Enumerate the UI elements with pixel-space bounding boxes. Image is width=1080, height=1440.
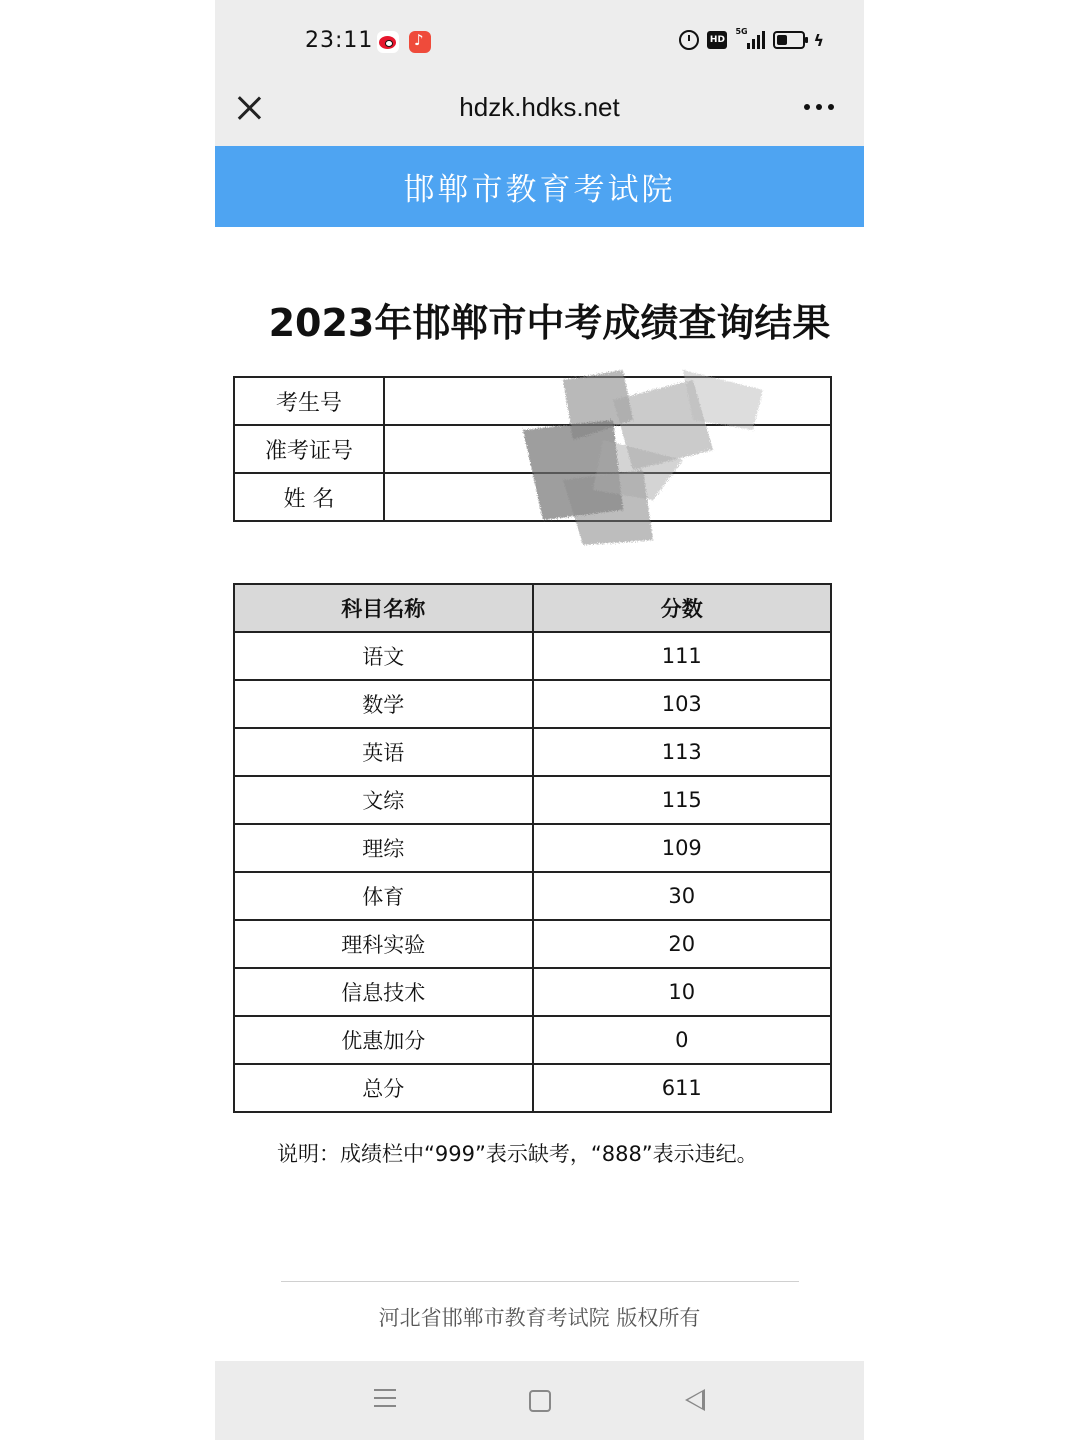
system-nav-bar [215,1361,864,1440]
subject-cell: 数学 [234,680,533,728]
score-cell: 115 [533,776,832,824]
page-title: 2023年邯郸市中考成绩查询结果 [268,301,831,345]
table-row [234,680,831,728]
subject-cell: 总分 [234,1064,533,1112]
home-icon[interactable] [529,1390,551,1412]
url-text[interactable]: hdzk.hdks.net [459,92,620,122]
scores-header-row [234,584,831,632]
table-row [234,824,831,872]
subject-cell: 英语 [234,728,533,776]
table-row [234,968,831,1016]
subject-cell: 优惠加分 [234,1016,533,1064]
info-row-name [234,473,831,521]
explanation-note: 说明：成绩栏中“999”表示缺考，“888”表示违纪。 [277,1142,758,1166]
status-icons [679,27,824,50]
battery-icon [773,31,805,49]
more-options-icon[interactable] [804,104,834,110]
footer-divider [281,1281,799,1282]
info-value [384,377,831,425]
copyright-footer: 河北省邯郸市教育考试院 版权所有 [378,1306,701,1330]
subject-cell: 语文 [234,632,533,680]
status-bar [215,0,864,80]
table-row [234,776,831,824]
scores-table [233,583,832,1113]
info-row-candidate-number [234,377,831,425]
score-cell: 20 [533,920,832,968]
score-cell: 109 [533,824,832,872]
site-header: 邯郸市教育考试院 [215,146,864,227]
score-cell: 611 [533,1064,832,1112]
status-time: 23:11 [305,28,374,53]
score-cell: 30 [533,872,832,920]
charging-icon: ϟ [813,30,824,50]
phone-screen [215,0,864,1440]
score-cell: 113 [533,728,832,776]
score-cell: 0 [533,1016,832,1064]
menu-icon[interactable] [374,1389,396,1413]
subject-cell: 理综 [234,824,533,872]
info-label: 姓 名 [234,473,384,521]
subject-cell: 理科实验 [234,920,533,968]
info-label: 准考证号 [234,425,384,473]
back-icon[interactable] [685,1389,705,1411]
score-cell: 103 [533,680,832,728]
candidate-info-table [233,376,832,522]
info-row-admission-ticket [234,425,831,473]
info-value [384,425,831,473]
column-header-subject: 科目名称 [234,584,533,632]
network-label: 5G [735,27,748,36]
table-row [234,1016,831,1064]
signal-5g-icon [735,27,765,49]
weibo-icon [377,31,399,53]
column-header-score: 分数 [533,584,832,632]
score-cell: 10 [533,968,832,1016]
music-app-icon [409,31,431,53]
subject-cell: 信息技术 [234,968,533,1016]
subject-cell: 体育 [234,872,533,920]
browser-url-bar [215,80,864,146]
table-row [234,728,831,776]
alarm-icon [679,30,699,50]
info-label: 考生号 [234,377,384,425]
score-cell: 111 [533,632,832,680]
table-row-total [234,1064,831,1112]
subject-cell: 文综 [234,776,533,824]
table-row [234,872,831,920]
hd-icon: HD [707,31,727,49]
table-row [234,920,831,968]
table-row [234,632,831,680]
info-value [384,473,831,521]
